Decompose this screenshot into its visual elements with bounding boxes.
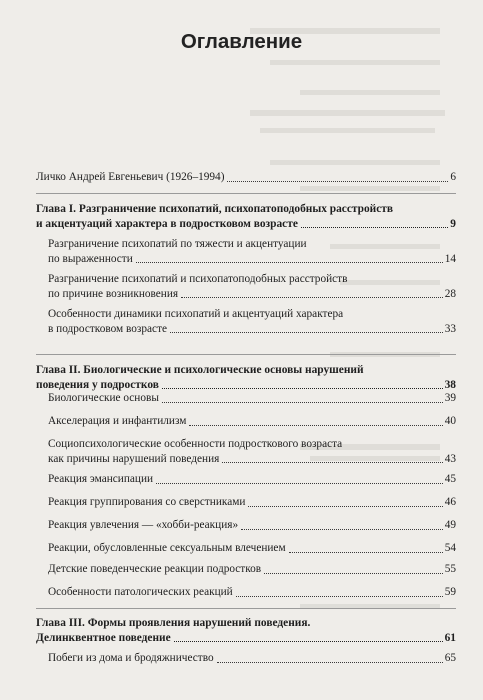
leader-dots — [248, 506, 442, 507]
toc-entry-title: поведения у подростков — [36, 378, 159, 391]
toc-page-number: 9 — [450, 217, 456, 230]
toc-entry-title: Реакция увлечения — «хобби-реакция» — [48, 519, 239, 531]
toc-entry-line — [48, 391, 456, 406]
leader-dots — [301, 227, 448, 228]
toc-entry-title: по выраженности — [48, 252, 133, 265]
divider — [36, 354, 456, 355]
toc-entry-line — [48, 287, 456, 302]
toc-entry-line — [48, 562, 456, 577]
toc-entry-title: Разграничение психопатий по тяжести и акцентуации — [48, 238, 307, 250]
toc-entry[interactable] — [48, 472, 456, 487]
toc-entry-line — [48, 651, 456, 666]
toc-entry-line — [48, 437, 456, 452]
toc-entry-title: и акцентуаций характера в подростковом возрасте — [36, 217, 298, 230]
leader-dots — [136, 262, 443, 263]
toc-entry-line — [36, 170, 456, 185]
toc-page-number: 6 — [450, 171, 456, 183]
toc-page-number: 54 — [444, 542, 456, 554]
toc-page-number: 40 — [444, 415, 456, 427]
toc-entry-title: Реакция группирования со сверстниками — [48, 496, 246, 508]
toc-page-number: 55 — [444, 563, 456, 575]
toc-entry-title: по причине возникновения — [48, 287, 179, 300]
toc-chapter-entry[interactable] — [36, 202, 456, 231]
toc-entry[interactable] — [48, 651, 456, 666]
toc-page-number: 49 — [444, 519, 456, 531]
toc-entry-title: Разграничение психопатий и психопатоподобных расстройств — [48, 273, 348, 285]
toc-entry-title: Глава II. Биологические и психологические основы нарушений — [36, 364, 364, 376]
leader-dots — [217, 662, 443, 663]
toc-entry-line — [36, 616, 456, 631]
toc-entry[interactable] — [48, 307, 456, 336]
leader-dots — [174, 641, 443, 642]
leader-dots — [236, 596, 443, 597]
toc-page-number: 38 — [444, 378, 456, 391]
toc-entry-title: в подростковом возрасте — [48, 322, 168, 335]
leader-dots — [170, 332, 443, 333]
toc-page-number: 33 — [444, 322, 456, 335]
toc-entry[interactable] — [48, 518, 456, 533]
toc-entry[interactable] — [48, 562, 456, 577]
toc-entry-title: Реакции, обусловленные сексуальным влечением — [48, 542, 286, 554]
toc-entry[interactable] — [48, 585, 456, 600]
toc-entry[interactable] — [48, 495, 456, 510]
toc-entry-title: Биологические основы — [48, 392, 159, 404]
toc-entry-line — [48, 252, 456, 267]
toc-entry-line — [36, 217, 456, 232]
toc-entry-title: Детские поведенческие реакции подростков — [48, 563, 262, 575]
toc-page-number: 28 — [444, 287, 456, 300]
toc-entry-title: как причины нарушений поведения — [48, 452, 220, 465]
leader-dots — [162, 402, 443, 403]
toc-chapter-entry[interactable] — [36, 616, 456, 645]
toc-entry-title: Делинквентное поведение — [36, 631, 171, 644]
toc-entry-line — [48, 541, 456, 556]
toc-entry[interactable] — [48, 541, 456, 556]
toc-entry[interactable] — [36, 170, 456, 185]
toc-entry-line — [48, 322, 456, 337]
toc-entry-line — [48, 307, 456, 322]
toc-entry[interactable] — [48, 272, 456, 301]
toc-entry[interactable] — [48, 237, 456, 266]
toc-chapter-entry[interactable] — [36, 363, 456, 392]
toc-page-number: 65 — [444, 652, 456, 664]
toc-entry-title: Особенности динамики психопатий и акцентуаций характера — [48, 308, 344, 320]
toc-entry[interactable] — [48, 391, 456, 406]
page-title: Оглавление — [180, 30, 303, 53]
toc-page-number: 43 — [444, 452, 456, 465]
toc-entry-line — [48, 272, 456, 287]
toc-entry-title: Глава III. Формы проявления нарушений поведения. — [36, 617, 311, 629]
leader-dots — [222, 462, 442, 463]
toc-entry-title: Побеги из дома и бродяжничество — [48, 652, 214, 664]
toc-entry-line — [48, 237, 456, 252]
toc-entry-line — [36, 363, 456, 378]
toc-entry-title: Акселерация и инфантилизм — [48, 415, 187, 427]
toc-page-number: 14 — [444, 252, 456, 265]
leader-dots — [162, 388, 443, 389]
toc-entry[interactable] — [48, 437, 456, 466]
toc-entry[interactable] — [48, 414, 456, 429]
toc-page-number: 46 — [444, 496, 456, 508]
toc-entry-line — [36, 378, 456, 393]
toc-page-number: 45 — [444, 473, 456, 485]
toc-entry-title: Реакция эмансипации — [48, 473, 154, 485]
leader-dots — [289, 552, 443, 553]
leader-dots — [241, 529, 443, 530]
toc-entry-line — [48, 452, 456, 467]
toc-entry-title: Особенности патологических реакций — [48, 586, 233, 598]
leader-dots — [264, 573, 443, 574]
toc-entry-line — [48, 585, 456, 600]
toc-entry-line — [48, 472, 456, 487]
toc-entry-line — [36, 631, 456, 646]
toc-page-number: 39 — [444, 392, 456, 404]
toc-entry-title: Личко Андрей Евгеньевич (1926–1994) — [36, 171, 225, 183]
toc-page-number: 59 — [444, 586, 456, 598]
leader-dots — [156, 483, 443, 484]
toc-entry-line — [36, 202, 456, 217]
divider — [36, 193, 456, 194]
leader-dots — [227, 181, 448, 182]
toc-entry-title: Глава I. Разграничение психопатий, психопатоподобных расстройств — [36, 203, 394, 215]
toc-entry-line — [48, 518, 456, 533]
toc-entry-title: Социопсихологические особенности подросткового возраста — [48, 438, 343, 450]
leader-dots — [189, 425, 442, 426]
toc-page-number: 61 — [444, 631, 456, 644]
toc-entry-line — [48, 495, 456, 510]
toc-entry-line — [48, 414, 456, 429]
divider — [36, 608, 456, 609]
leader-dots — [181, 297, 443, 298]
